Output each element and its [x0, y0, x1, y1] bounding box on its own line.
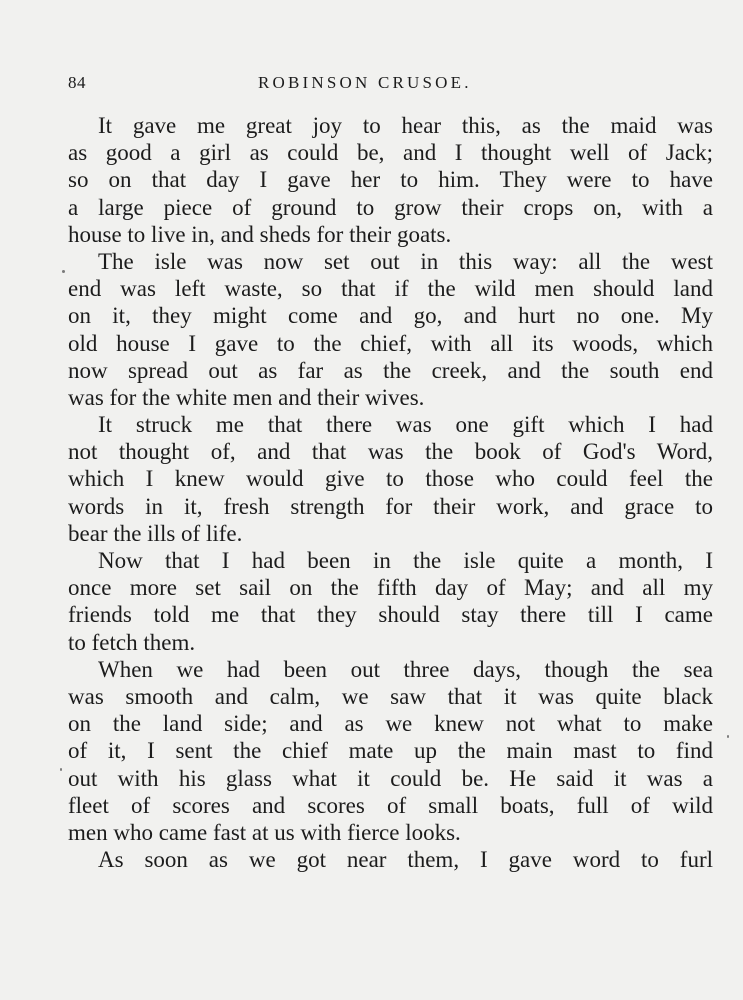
text-line: It struck me that there was one gift which I had [98, 412, 713, 438]
text-line: bear the ills of life. [68, 520, 243, 546]
text-line: on the land side; and as we knew not what to make [68, 711, 713, 737]
text-line: fleet of scores and scores of small boats, full of wild [68, 792, 713, 818]
text-line: The isle was now set out in this way: all the west [98, 248, 713, 274]
text-line: was for the white men and their wives. [68, 384, 425, 410]
text-line: friends told me that they should stay there till I came [68, 602, 713, 628]
text-line: house to live in, and sheds for their goats. [68, 221, 452, 247]
text-line: of it, I sent the chief mate up the main mast to find [68, 738, 713, 764]
text-line: not thought of, and that was the book of God's Word, [68, 439, 713, 465]
paragraph [68, 846, 713, 873]
paragraph [68, 547, 713, 656]
paragraph [68, 112, 713, 248]
text-line: which I knew would give to those who could feel the [68, 466, 713, 492]
page-number: 84 [68, 73, 86, 92]
text-line: a large piece of ground to grow their crops on, with a [68, 194, 713, 220]
text-line: now spread out as far as the creek, and the south end [68, 357, 713, 383]
print-speck [60, 768, 62, 771]
text-line: old house I gave to the chief, with all its woods, which [68, 330, 713, 356]
text-line: as good a girl as could be, and I thought well of Jack; [68, 140, 713, 166]
print-speck [727, 735, 729, 738]
running-title: ROBINSON CRUSOE. [258, 73, 472, 92]
text-line: It gave me great joy to hear this, as the maid was [98, 113, 713, 138]
text-line: on it, they might come and go, and hurt no one. My [68, 303, 713, 329]
text-line: As soon as we got near them, I gave word to furl [98, 847, 713, 873]
text-line: so on that day I gave her to him. They were to have [68, 167, 713, 193]
text-line: When we had been out three days, though the sea [98, 656, 713, 682]
page-header [68, 73, 713, 99]
print-speck [62, 270, 65, 273]
text-line: was smooth and calm, we saw that it was quite black [68, 683, 713, 709]
text-line: out with his glass what it could be. He said it was a [68, 765, 713, 791]
body-text [68, 112, 713, 873]
text-line: once more set sail on the fifth day of May; and all my [68, 575, 713, 601]
text-line: men who came fast at us with fierce looks. [68, 819, 461, 845]
text-line: words in it, fresh strength for their work, and grace to [68, 493, 713, 519]
text-line: to fetch them. [68, 629, 196, 655]
paragraph [68, 411, 713, 547]
paragraph [68, 248, 713, 411]
text-line: end was left waste, so that if the wild men should land [68, 276, 713, 302]
text-line: Now that I had been in the isle quite a month, I [98, 548, 713, 573]
paragraph [68, 656, 713, 846]
